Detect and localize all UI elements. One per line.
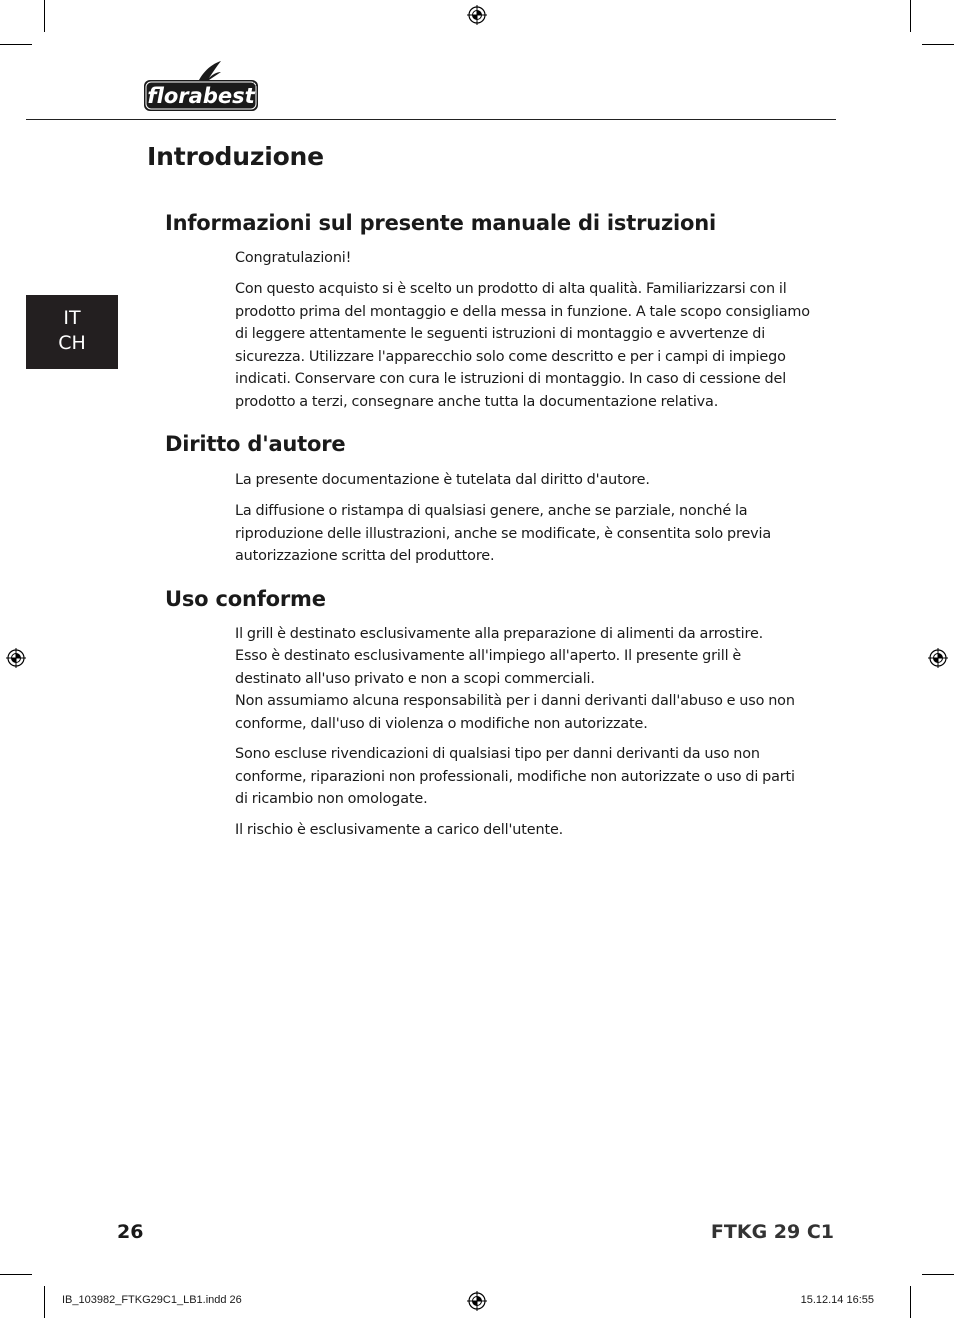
body-paragraph: Il rischio è esclusivamente a carico dell'utente. <box>235 822 564 838</box>
registration-mark-icon <box>5 647 27 669</box>
body-paragraph: Il grill è destinato esclusivamente alla preparazione di alimenti da arrostire. <box>235 626 764 642</box>
crop-mark <box>910 0 911 32</box>
crop-mark <box>922 1274 954 1275</box>
registration-mark-icon <box>466 1290 488 1312</box>
page-number: 26 <box>117 1221 144 1243</box>
florabest-logo <box>143 60 259 112</box>
language-tab <box>26 295 118 369</box>
section-heading: Diritto d'autore <box>165 432 346 456</box>
header-rule <box>26 119 836 120</box>
language-code-it: IT <box>63 307 81 329</box>
language-code-ch: CH <box>58 332 86 354</box>
body-paragraph: La diffusione o ristampa di qualsiasi genere, anche se parziale, nonché la riproduzione delle illustrazioni, anche se modificate, è consentita solo previa autorizzazione scritta del produttore. <box>235 503 772 564</box>
registration-mark-icon <box>927 647 949 669</box>
svg-text:florabest: florabest <box>147 84 255 108</box>
body-paragraph: Esso è destinato esclusivamente all'impiego all'aperto. Il presente grill è destinato all'uso privato e non a scopi commerciali. <box>235 648 742 687</box>
crop-mark <box>910 1286 911 1318</box>
section-heading: Uso conforme <box>165 587 326 611</box>
body-paragraph: La presente documentazione è tutelata dal diritto d'autore. <box>235 472 650 488</box>
print-slug-file: IB_103982_FTKG29C1_LB1.indd 26 <box>62 1294 242 1306</box>
crop-mark <box>44 1286 45 1318</box>
crop-mark <box>922 44 954 45</box>
crop-mark <box>0 1274 32 1275</box>
crop-mark <box>0 44 32 45</box>
page-title: Introduzione <box>147 142 324 171</box>
model-number: FTKG 29 C1 <box>710 1221 834 1243</box>
crop-mark <box>44 0 45 32</box>
print-slug-date: 15.12.14 16:55 <box>800 1294 874 1306</box>
body-paragraph: Congratulazioni! <box>235 250 352 266</box>
body-paragraph: Sono escluse rivendicazioni di qualsiasi tipo per danni derivanti da uso non conforme, riparazioni non professionali, modifiche non autorizzate o uso di parti di ricambio non omologate. <box>235 746 795 807</box>
registration-mark-icon <box>466 4 488 26</box>
body-paragraph: Non assumiamo alcuna responsabilità per i danni derivanti dall'abuso e uso non conforme, dall'uso di violenza o modifiche non autorizzate. <box>235 693 795 732</box>
section-heading: Informazioni sul presente manuale di istruzioni <box>165 211 716 235</box>
body-paragraph: Con questo acquisto si è scelto un prodotto di alta qualità. Familiarizzarsi con il prodotto prima del montaggio e della messa in funzione. A tale scopo consigliamo di leggere attentamente le seguenti istruzioni di montaggio e avvertenze di sicurezza. Utilizzare l'apparecchio solo come descritto e per i campi di impiego indicati. Conservare con cura le istruzioni di montaggio. In caso di cessione del prodotto a terzi, consegnare anche tutta la documentazione relativa. <box>235 281 810 410</box>
